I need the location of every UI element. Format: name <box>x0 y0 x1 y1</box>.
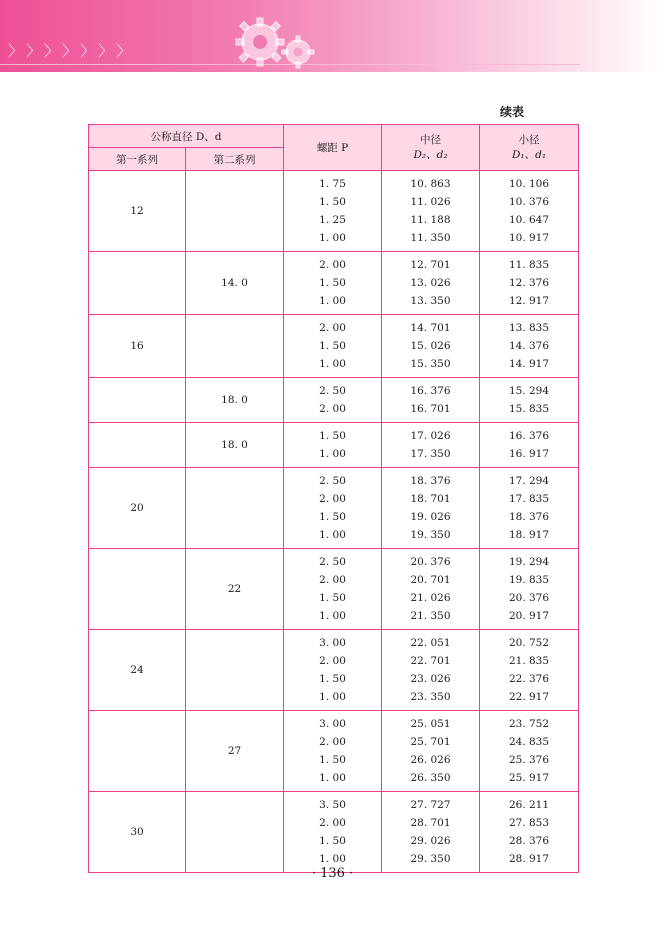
mid-value: 14. 701 <box>410 322 451 334</box>
header-series-1: 第一系列 <box>89 148 186 171</box>
minor-cell <box>480 792 579 873</box>
mid-value: 19. 350 <box>410 529 451 541</box>
first-series-cell <box>89 711 186 792</box>
first-series-cell: 20 <box>89 468 186 549</box>
pitch-value: 2. 00 <box>319 403 346 415</box>
mid-cell <box>382 549 480 630</box>
mid-cell <box>382 423 480 468</box>
second-series-cell: 14. 0 <box>186 252 284 315</box>
mid-value: 18. 376 <box>410 475 451 487</box>
minor-cell <box>480 468 579 549</box>
second-series-cell <box>186 171 284 252</box>
header-minor-symbol: D₁、d₁ <box>511 148 547 161</box>
table-row <box>89 423 579 468</box>
second-series-cell <box>186 315 284 378</box>
mid-value: 25. 701 <box>410 736 451 748</box>
pitch-value: 1. 00 <box>319 232 346 244</box>
header-series-2: 第二系列 <box>186 148 284 171</box>
first-series-cell: 30 <box>89 792 186 873</box>
minor-value: 27. 853 <box>508 817 550 829</box>
minor-value: 23. 752 <box>508 718 550 730</box>
header-mid-symbol: D₂、d₂ <box>413 148 448 161</box>
pitch-cell <box>284 423 382 468</box>
mid-value: 29. 350 <box>410 853 451 865</box>
pitch-value: 1. 00 <box>319 853 346 865</box>
minor-cell <box>480 315 579 378</box>
mid-value: 13. 026 <box>410 277 451 289</box>
header-mid-label: 中径 <box>420 133 442 146</box>
minor-cell <box>480 549 579 630</box>
pitch-value: 1. 50 <box>319 673 346 685</box>
second-series-cell: 22 <box>186 549 284 630</box>
continued-label: 续表 <box>500 105 525 119</box>
minor-value: 18. 917 <box>508 529 550 541</box>
minor-value: 16. 376 <box>508 430 550 442</box>
pitch-value: 1. 00 <box>319 610 346 622</box>
second-series-cell: 18. 0 <box>186 423 284 468</box>
table-row <box>89 549 579 630</box>
minor-value: 12. 376 <box>508 277 550 289</box>
pitch-cell <box>284 252 382 315</box>
pitch-value: 2. 00 <box>319 655 346 667</box>
table-row <box>89 315 579 378</box>
mid-cell <box>382 711 480 792</box>
chevron-decoration <box>8 40 134 60</box>
minor-value: 10. 106 <box>508 178 550 190</box>
pitch-value: 1. 75 <box>319 178 346 190</box>
minor-value: 20. 376 <box>508 592 550 604</box>
first-series-cell <box>89 549 186 630</box>
minor-value: 18. 376 <box>508 511 550 523</box>
mid-value: 20. 376 <box>410 556 451 568</box>
pitch-value: 1. 50 <box>319 835 346 847</box>
minor-value: 11. 835 <box>508 259 550 271</box>
pitch-value: 1. 00 <box>319 448 346 460</box>
pitch-value: 2. 50 <box>319 556 346 568</box>
header-minor-diameter <box>480 125 579 171</box>
table-row <box>89 468 579 549</box>
pitch-value: 1. 50 <box>319 511 346 523</box>
mid-value: 26. 026 <box>410 754 451 766</box>
mid-value: 26. 350 <box>410 772 451 784</box>
first-series-cell: 16 <box>89 315 186 378</box>
mid-value: 21. 350 <box>410 610 451 622</box>
pitch-value: 2. 00 <box>319 574 346 586</box>
table-row <box>89 792 579 873</box>
pitch-value: 3. 00 <box>319 718 346 730</box>
pitch-value: 1. 50 <box>319 196 346 208</box>
minor-value: 20. 752 <box>508 637 550 649</box>
pitch-value: 3. 50 <box>319 799 346 811</box>
minor-value: 12. 917 <box>508 295 550 307</box>
table-row <box>89 630 579 711</box>
pitch-value: 2. 50 <box>319 475 346 487</box>
mid-value: 11. 026 <box>410 196 451 208</box>
thread-spec-table <box>88 124 579 873</box>
mid-cell <box>382 315 480 378</box>
second-series-cell: 18. 0 <box>186 378 284 423</box>
minor-value: 14. 917 <box>508 358 550 370</box>
mid-value: 17. 350 <box>410 448 451 460</box>
minor-value: 26. 211 <box>508 799 550 811</box>
mid-value: 16. 376 <box>410 385 451 397</box>
minor-value: 10. 376 <box>508 196 550 208</box>
minor-value: 17. 294 <box>508 475 550 487</box>
mid-cell <box>382 252 480 315</box>
minor-value: 22. 917 <box>508 691 550 703</box>
pitch-value: 1. 00 <box>319 295 346 307</box>
chevron-icon: 〉 <box>80 42 97 60</box>
pitch-value: 1. 00 <box>319 358 346 370</box>
minor-value: 22. 376 <box>508 673 550 685</box>
minor-value: 25. 376 <box>508 754 550 766</box>
pitch-value: 1. 25 <box>319 214 346 226</box>
pitch-value: 3. 00 <box>319 637 346 649</box>
minor-value: 20. 917 <box>508 610 550 622</box>
pitch-value: 1. 50 <box>319 430 346 442</box>
first-series-cell: 12 <box>89 171 186 252</box>
pitch-cell <box>284 315 382 378</box>
header-nominal-diameter: 公称直径 D、d <box>89 125 284 148</box>
mid-value: 10. 863 <box>410 178 451 190</box>
mid-value: 19. 026 <box>410 511 451 523</box>
minor-value: 25. 917 <box>508 772 550 784</box>
header-mid-diameter <box>382 125 480 171</box>
pitch-cell <box>284 171 382 252</box>
minor-value: 15. 294 <box>508 385 550 397</box>
first-series-cell <box>89 252 186 315</box>
first-series-cell <box>89 423 186 468</box>
pitch-cell <box>284 792 382 873</box>
pitch-value: 1. 00 <box>319 691 346 703</box>
pitch-cell <box>284 630 382 711</box>
table-row <box>89 171 579 252</box>
mid-value: 22. 051 <box>410 637 451 649</box>
mid-value: 18. 701 <box>410 493 451 505</box>
chevron-icon: 〉 <box>62 42 79 60</box>
mid-value: 11. 350 <box>410 232 451 244</box>
pitch-value: 1. 50 <box>319 592 346 604</box>
pitch-value: 2. 00 <box>319 322 346 334</box>
mid-value: 16. 701 <box>410 403 451 415</box>
mid-value: 28. 701 <box>410 817 451 829</box>
minor-value: 19. 835 <box>508 574 550 586</box>
chevron-icon: 〉 <box>26 42 43 60</box>
minor-cell <box>480 711 579 792</box>
mid-cell <box>382 378 480 423</box>
pitch-value: 1. 00 <box>319 529 346 541</box>
mid-value: 11. 188 <box>410 214 451 226</box>
pitch-value: 1. 50 <box>319 340 346 352</box>
pitch-value: 1. 50 <box>319 277 346 289</box>
minor-value: 10. 647 <box>508 214 550 226</box>
table-row <box>89 711 579 792</box>
mid-cell <box>382 171 480 252</box>
pitch-value: 2. 00 <box>319 493 346 505</box>
minor-value: 15. 835 <box>508 403 550 415</box>
minor-value: 21. 835 <box>508 655 550 667</box>
minor-value: 17. 835 <box>508 493 550 505</box>
first-series-cell <box>89 378 186 423</box>
gear-icon <box>226 16 336 72</box>
mid-cell <box>382 630 480 711</box>
mid-cell <box>382 468 480 549</box>
minor-value: 28. 917 <box>508 853 550 865</box>
minor-cell <box>480 378 579 423</box>
minor-cell <box>480 423 579 468</box>
header-banner <box>0 0 665 72</box>
pitch-value: 2. 00 <box>319 736 346 748</box>
minor-value: 10. 917 <box>508 232 550 244</box>
table-row <box>89 252 579 315</box>
minor-value: 24. 835 <box>508 736 550 748</box>
minor-cell <box>480 252 579 315</box>
minor-value: 13. 835 <box>508 322 550 334</box>
pitch-value: 1. 50 <box>319 754 346 766</box>
second-series-cell <box>186 468 284 549</box>
pitch-value: 2. 00 <box>319 259 346 271</box>
pitch-value: 2. 00 <box>319 817 346 829</box>
chevron-icon: 〉 <box>98 42 115 60</box>
minor-value: 19. 294 <box>508 556 550 568</box>
pitch-value: 1. 00 <box>319 772 346 784</box>
minor-value: 16. 917 <box>508 448 550 460</box>
second-series-cell: 27 <box>186 711 284 792</box>
mid-value: 23. 026 <box>410 673 451 685</box>
minor-value: 14. 376 <box>508 340 550 352</box>
mid-value: 13. 350 <box>410 295 451 307</box>
pitch-cell <box>284 549 382 630</box>
pitch-cell <box>284 378 382 423</box>
mid-value: 29. 026 <box>410 835 451 847</box>
first-series-cell: 24 <box>89 630 186 711</box>
mid-value: 12. 701 <box>410 259 451 271</box>
page-number: · 136 · <box>311 866 354 881</box>
header-minor-label: 小径 <box>518 133 540 146</box>
mid-value: 15. 350 <box>410 358 451 370</box>
mid-value: 22. 701 <box>410 655 451 667</box>
mid-value: 23. 350 <box>410 691 451 703</box>
mid-value: 15. 026 <box>410 340 451 352</box>
chevron-icon: 〉 <box>116 42 133 60</box>
mid-value: 27. 727 <box>410 799 451 811</box>
mid-value: 20. 701 <box>410 574 451 586</box>
second-series-cell <box>186 630 284 711</box>
mid-value: 25. 051 <box>410 718 451 730</box>
minor-cell <box>480 171 579 252</box>
mid-cell <box>382 792 480 873</box>
mid-value: 17. 026 <box>410 430 451 442</box>
chevron-icon: 〉 <box>8 42 25 60</box>
table-row <box>89 378 579 423</box>
pitch-value: 2. 50 <box>319 385 346 397</box>
chevron-icon: 〉 <box>44 42 61 60</box>
pitch-cell <box>284 711 382 792</box>
pitch-cell <box>284 468 382 549</box>
header-pitch: 螺距 P <box>284 125 382 171</box>
second-series-cell <box>186 792 284 873</box>
minor-value: 28. 376 <box>508 835 550 847</box>
minor-cell <box>480 630 579 711</box>
mid-value: 21. 026 <box>410 592 451 604</box>
